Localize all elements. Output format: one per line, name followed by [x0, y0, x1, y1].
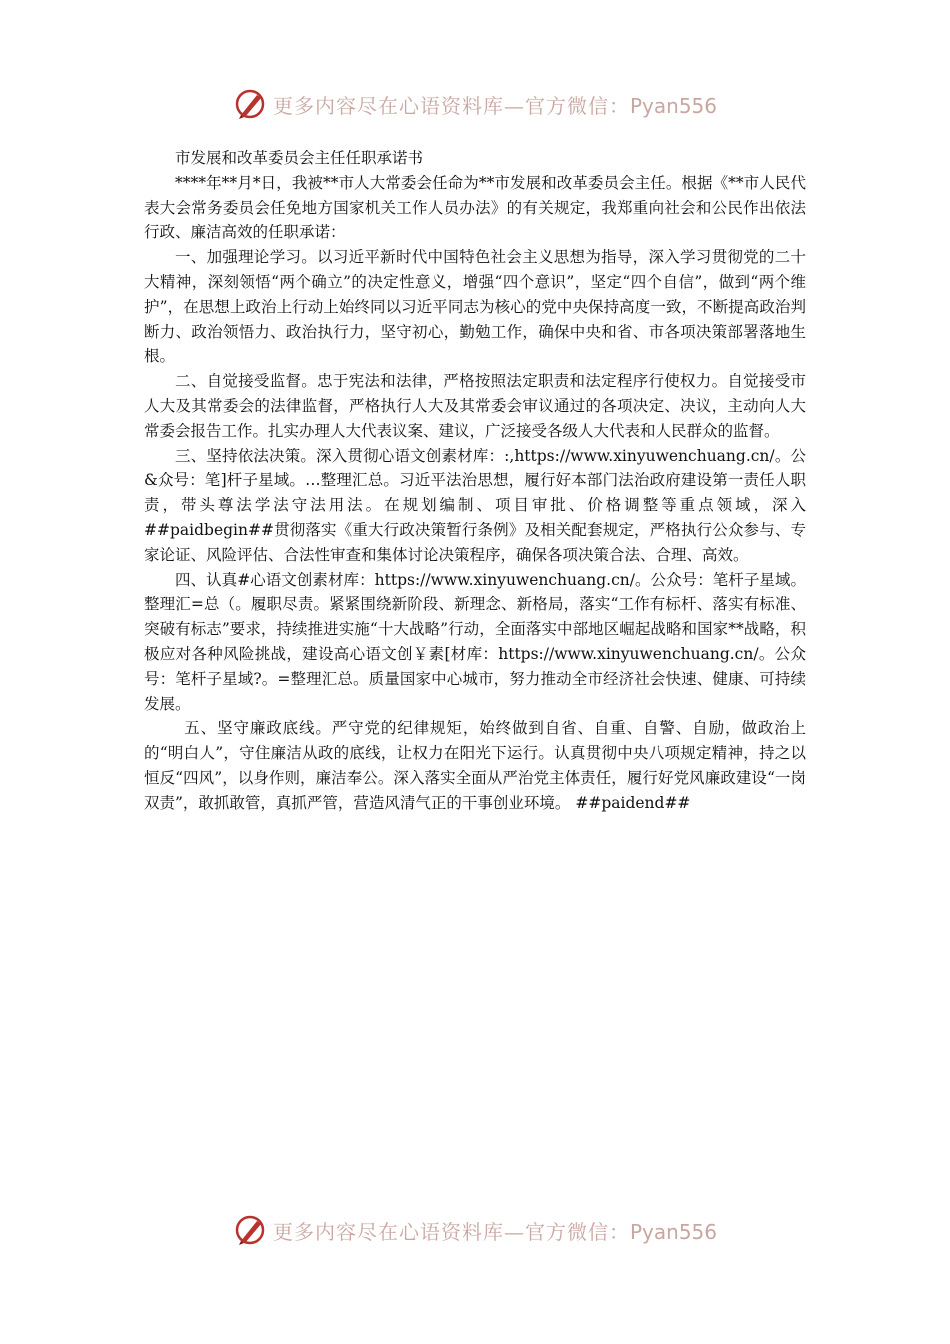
- paragraph-2: 二、自觉接受监督。忠于宪法和法律，严格按照法定职责和法定程序行使权力。自觉接受市人大及其常委会的法律监督，严格执行人大及其常委会审议通过的各项决定、决议，主动向人大常委会报告工作。扎实办理人大代表议案、建议，广泛接受各级人大代表和人民群众的监督。: [144, 372, 806, 440]
- pen-logo-icon: [233, 87, 267, 121]
- banner-handle: Pyan556: [629, 93, 717, 118]
- banner-handle: Pyan556: [629, 1219, 717, 1244]
- paragraph-5: 五、坚守廉政底线。严守党的纪律规矩，始终做到自省、自重、自警、自励，做政治上的“明白人”，守住廉洁从政的底线，让权力在阳光下运行。认真贯彻中央八项规定精神，持之以恒反“四风”，以身作则，廉洁奉公。深入落实全面从严治党主体责任，履行好党风廉政建设“一岗双责”，敢抓敢管，真抓严管，营造风清气正的干事创业环境。 ##paidend##: [144, 719, 806, 812]
- footer-banner: [0, 1210, 950, 1250]
- paragraph-4: 四、认真#心语文创素材库：https://www.xinyuwenchuang.cn/。公众号：笔杆子星域。整理汇=总（。履职尽责。紧紧围绕新阶段、新理念、新格局，落实“工作有标杆、落实有标准、突破有标志”要求，持续推进实施“十大战略”行动，全面落实中部地区崛起战略和国家**战略，积极应对各种风险挑战，建设高心语文创￥素[材库：https://www.xinyuwenchuang.cn/。公众号：笔杆子星域?。=整理汇总。质量国家中心城市，努力推动全市经济社会快速、健康、可持续发展。: [144, 570, 806, 713]
- document-body: [144, 146, 806, 816]
- document-title: 市发展和改革委员会主任任职承诺书: [175, 149, 424, 167]
- paragraph-intro: ****年**月*日，我被**市人大常委会任命为**市发展和改革委员会主任。根据《**市人民代表大会常务委员会任免地方国家机关工作人员办法》的有关规定，我郑重向社会和公民作出依法行政、廉洁高效的任职承诺：: [144, 173, 806, 242]
- paragraph-1: 一、加强理论学习。以习近平新时代中国特色社会主义思想为指导，深入学习贯彻党的二十大精神，深刻领悟“两个确立”的决定性意义，增强“四个意识”，坚定“四个自信”，做到“两个维护”，在思想上政治上行动上始终同以习近平同志为核心的党中央保持高度一致，不断提高政治判断力、政治领悟力、政治执行力，坚守初心，勤勉工作，确保中央和省、市各项决策部署落地生根。: [144, 248, 806, 366]
- banner-text: 更多内容尽在心语资料库—官方微信：Pyan556: [272, 93, 717, 118]
- pen-logo-icon: [233, 1213, 267, 1247]
- paragraph-3: 三、坚持依法决策。深入贯彻心语文创素材库：:,https://www.xinyuwenchuang.cn/。公&众号：笔]杆子星域。…整理汇总。习近平法治思想，履行好本部门法治政府建设第一责任人职责，带头尊法学法守法用法。在规划编制、项目审批、价格调整等重点领域，深入##paidbegin##贯彻落实《重大行政决策暂行条例》及相关配套规定，严格执行公众参与、专家论证、风险评估、合法性审查和集体讨论决策程序，确保各项决策合法、合理、高效。: [144, 446, 806, 564]
- banner-text: 更多内容尽在心语资料库—官方微信：Pyan556: [272, 1219, 717, 1244]
- header-banner: [0, 84, 950, 124]
